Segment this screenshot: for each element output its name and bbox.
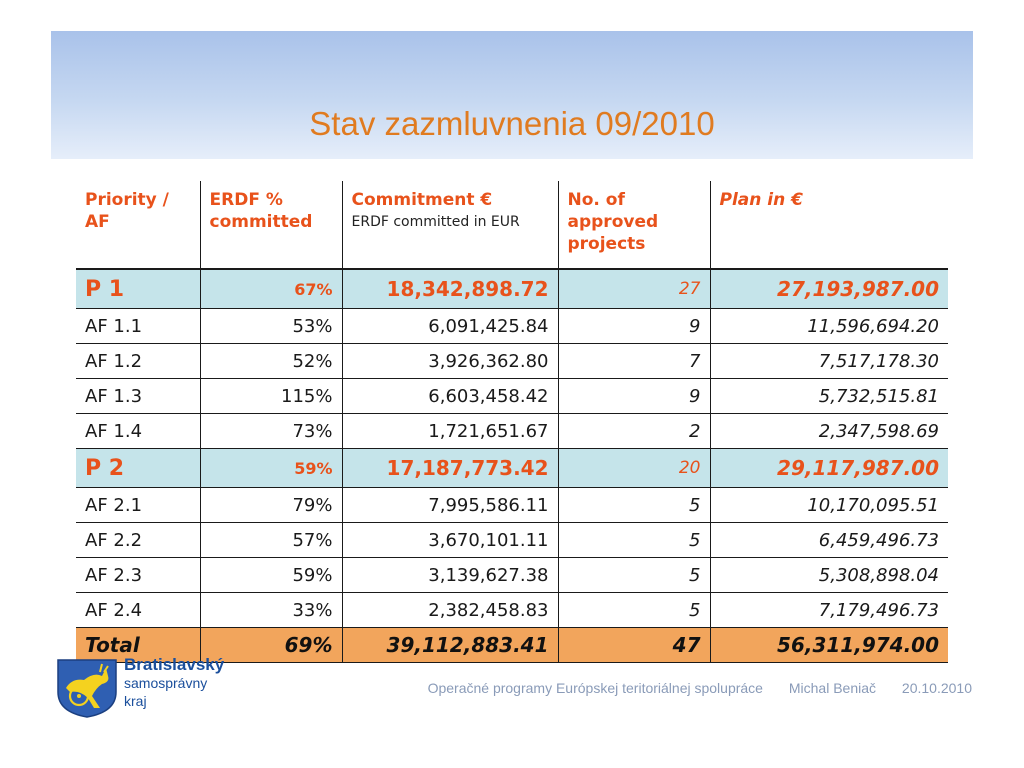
table-row [76, 558, 948, 593]
logo-line-2: samosprávny [124, 675, 208, 691]
col-header-plan: Plan in € [710, 181, 948, 269]
cell-priority-name: Total [76, 628, 200, 663]
cell-commitment: 17,187,773.42 [342, 449, 558, 488]
cell-commitment: 3,670,101.11 [342, 523, 558, 558]
cell-commitment: 39,112,883.41 [342, 628, 558, 663]
table-row [76, 593, 948, 628]
cell-erdf-pct: 79% [200, 488, 342, 523]
cell-erdf-pct: 73% [200, 414, 342, 449]
cell-erdf-pct: 67% [200, 269, 342, 309]
cell-projects: 7 [558, 344, 710, 379]
cell-plan: 56,311,974.00 [710, 628, 948, 663]
logo-line-1: Bratislavský [124, 655, 225, 674]
cell-projects: 20 [558, 449, 710, 488]
cell-erdf-pct: 52% [200, 344, 342, 379]
slide-footer [428, 680, 972, 696]
cell-erdf-pct: 115% [200, 379, 342, 414]
col-header-projects: No. of approved projects [558, 181, 710, 269]
cell-priority-name: AF 1.1 [76, 309, 200, 344]
footer-author: Michal Beniač [788, 680, 877, 696]
cell-priority-name: P 2 [76, 449, 200, 488]
table-row [76, 414, 948, 449]
cell-erdf-pct: 33% [200, 593, 342, 628]
cell-commitment: 2,382,458.83 [342, 593, 558, 628]
col-header-priority: Priority / AF [76, 181, 200, 269]
cell-erdf-pct: 53% [200, 309, 342, 344]
cell-commitment: 18,342,898.72 [342, 269, 558, 309]
bratislava-coat-of-arms-logo [56, 658, 118, 718]
table-row [76, 523, 948, 558]
cell-erdf-pct: 59% [200, 449, 342, 488]
logo-wordmark [124, 656, 224, 710]
cell-plan: 5,308,898.04 [710, 558, 948, 593]
cell-commitment: 6,091,425.84 [342, 309, 558, 344]
cell-plan: 11,596,694.20 [710, 309, 948, 344]
cell-plan: 6,459,496.73 [710, 523, 948, 558]
table-body [76, 269, 948, 663]
cell-plan: 7,179,496.73 [710, 593, 948, 628]
cell-projects: 27 [558, 269, 710, 309]
cell-priority-name: AF 1.4 [76, 414, 200, 449]
commitment-table [76, 181, 948, 663]
cell-plan: 10,170,095.51 [710, 488, 948, 523]
priority-row [76, 449, 948, 488]
cell-priority-name: AF 1.3 [76, 379, 200, 414]
cell-priority-name: AF 2.3 [76, 558, 200, 593]
cell-plan: 2,347,598.69 [710, 414, 948, 449]
cell-plan: 5,732,515.81 [710, 379, 948, 414]
cell-erdf-pct: 59% [200, 558, 342, 593]
table-row [76, 309, 948, 344]
cell-erdf-pct: 57% [200, 523, 342, 558]
table-row [76, 344, 948, 379]
commitment-sublabel: ERDF committed in EUR [351, 214, 520, 230]
cell-projects: 9 [558, 379, 710, 414]
cell-projects: 5 [558, 593, 710, 628]
cell-erdf-pct: 69% [200, 628, 342, 663]
cell-priority-name: AF 2.1 [76, 488, 200, 523]
logo-line-3: kraj [124, 693, 147, 709]
commitment-label: Commitment € [351, 190, 493, 210]
cell-priority-name: P 1 [76, 269, 200, 309]
table-header-row [76, 181, 948, 269]
footer-program: Operačné programy Európskej teritoriálnej spolupráce [427, 680, 763, 696]
cell-projects: 2 [558, 414, 710, 449]
cell-plan: 29,117,987.00 [710, 449, 948, 488]
col-header-commitment [342, 181, 558, 269]
footer-date: 20.10.2010 [901, 680, 972, 696]
cell-projects: 5 [558, 523, 710, 558]
cell-plan: 27,193,987.00 [710, 269, 948, 309]
cell-commitment: 3,139,627.38 [342, 558, 558, 593]
cell-projects: 9 [558, 309, 710, 344]
cell-commitment: 6,603,458.42 [342, 379, 558, 414]
table-row [76, 379, 948, 414]
cell-projects: 47 [558, 628, 710, 663]
cell-priority-name: AF 2.4 [76, 593, 200, 628]
cell-commitment: 7,995,586.11 [342, 488, 558, 523]
priority-row [76, 269, 948, 309]
slide-header [51, 31, 973, 159]
cell-projects: 5 [558, 558, 710, 593]
cell-plan: 7,517,178.30 [710, 344, 948, 379]
cell-priority-name: AF 2.2 [76, 523, 200, 558]
table-row [76, 488, 948, 523]
cell-commitment: 3,926,362.80 [342, 344, 558, 379]
cell-commitment: 1,721,651.67 [342, 414, 558, 449]
cell-priority-name: AF 1.2 [76, 344, 200, 379]
slide-title: Stav zazmluvnenia 09/2010 [309, 105, 715, 142]
cell-projects: 5 [558, 488, 710, 523]
col-header-erdf-pct: ERDF % committed [200, 181, 342, 269]
